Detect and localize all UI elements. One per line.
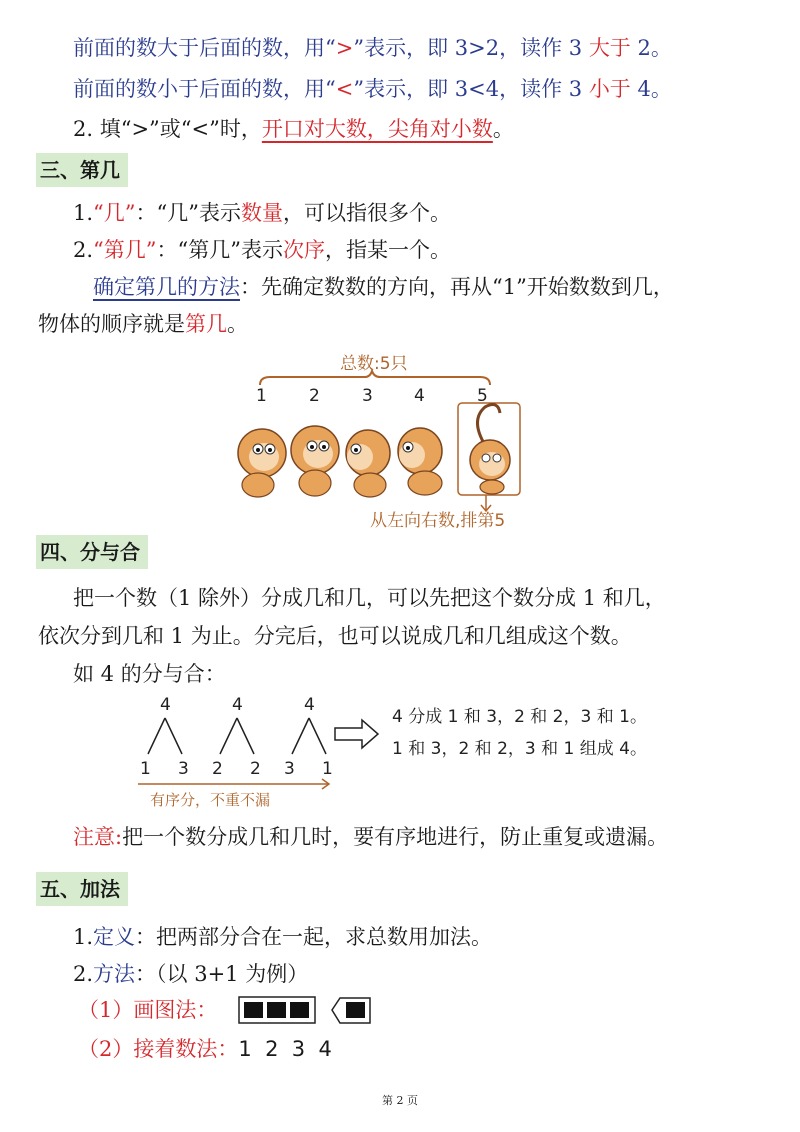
- monkey-counting-figure: [230, 345, 570, 530]
- monkey-5: [470, 405, 510, 494]
- monkey-4: [398, 428, 442, 495]
- counting-on-method: （2）接着数法：1 2 3 4: [78, 1037, 332, 1061]
- addition-definition: 1.定义：把两部分合在一起，求总数用加法。: [73, 925, 493, 949]
- decompose-note: 注意:把一个数分成几和几时，要有序地进行，防止重复或遗漏。: [73, 825, 669, 849]
- figure-number: 5: [477, 386, 488, 406]
- decompose-example: 如 4 的分与合：: [73, 662, 226, 686]
- figure-total-label: 总数:5只: [340, 354, 408, 374]
- fill-rule-line: 2. 填“>”或“<”时，开口对大数，尖角对小数。: [73, 117, 514, 141]
- drawing-method: （1）画图法：: [78, 998, 218, 1022]
- tree-top: 4: [232, 695, 243, 715]
- decompose-result-1: 4 分成 1 和 3，2 和 2，3 和 1。: [392, 707, 647, 727]
- ordinal-p1: 1.“几”：“几”表示数量，可以指很多个。: [73, 201, 452, 225]
- ordinal-p2: 2.“第几”：“第几”表示次序，指某一个。: [73, 238, 452, 262]
- tree-left: 1: [140, 759, 151, 779]
- compare-less-line: 前面的数小于后面的数，用“<”表示，即 3<4，读作 3 小于 4。: [73, 77, 672, 101]
- tree-left: 3: [284, 759, 295, 779]
- tree-right: 2: [250, 759, 261, 779]
- decompose-p1: 把一个数（1 除外）分成几和几，可以先把这个数分成 1 和几，: [73, 586, 666, 610]
- monkey-2: [291, 426, 339, 496]
- tree-top: 4: [160, 695, 171, 715]
- drawing-method-blocks: [238, 996, 378, 1026]
- tree-top: 4: [304, 695, 315, 715]
- section-heading-addition: 五、加法: [36, 872, 128, 906]
- ordinal-method-cont: 物体的顺序就是第几。: [38, 312, 248, 336]
- decompose-p2: 依次分到几和 1 为止。分完后，也可以说成几和几组成这个数。: [38, 624, 632, 648]
- monkey-3: [346, 430, 390, 497]
- ordinal-method: 确定第几的方法：先确定数数的方向，再从“1”开始数数到几，: [93, 275, 674, 299]
- compare-greater-line: 前面的数大于后面的数，用“>”表示，即 3>2，读作 3 大于 2。: [73, 36, 672, 60]
- figure-number: 3: [362, 386, 373, 406]
- figure-number: 1: [256, 386, 267, 406]
- tree-caption: 有序分，不重不漏: [150, 791, 271, 809]
- figure-caption: 从左向右数,排第5: [370, 511, 506, 530]
- addition-method: 2.方法：（以 3+1 为例）: [73, 962, 309, 986]
- figure-numbers: [256, 386, 488, 406]
- section-heading-decompose: 四、分与合: [36, 535, 148, 569]
- monkey-1: [238, 429, 286, 497]
- tree-left: 2: [212, 759, 223, 779]
- figure-number: 2: [309, 386, 320, 406]
- result-arrow: [335, 720, 378, 748]
- decompose-trees-figure: [130, 690, 690, 810]
- section-heading-ordinal: 三、第几: [36, 153, 128, 187]
- tree-right: 3: [178, 759, 189, 779]
- decompose-result-2: 1 和 3，2 和 2，3 和 1 组成 4。: [392, 739, 647, 759]
- figure-number: 4: [414, 386, 425, 406]
- tree-right: 1: [322, 759, 333, 779]
- page-number: 第 2 页: [382, 1094, 418, 1107]
